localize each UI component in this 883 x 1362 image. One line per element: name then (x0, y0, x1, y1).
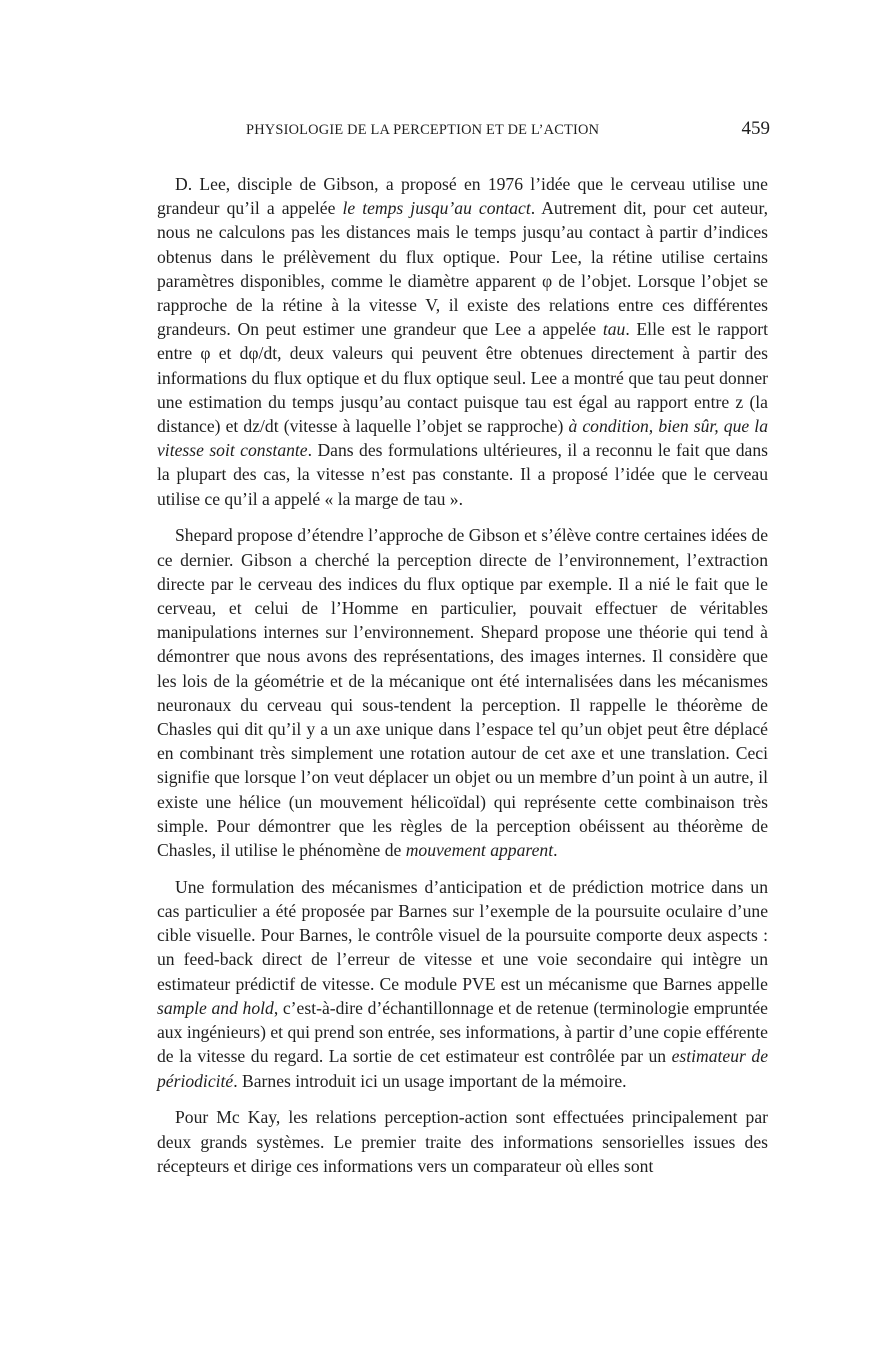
paragraph-lee (157, 172, 768, 511)
paragraph-shepard (157, 523, 768, 862)
text-segment: . (553, 840, 558, 861)
text-segment: Shepard propose d’étendre l’approche de Gibson et s’élève contre certaines idées de ce dernier. Gibson a cherché la perception directe de l’environnement, l’extraction directe par le cerveau des indices du flux optique par exemple. Il a nié le fait que le cerveau, et celui de l’Homme en particulier, pouvait effectuer de véritables manipulations internes sur l’environnement. Shepard propose une théorie qui tend à démontrer que nous avons des représentations, des images internes. Il considère que les lois de la géométrie et de la mécanique ont été internalisées dans les mécanismes neuronaux du cerveau qui sous-tendent la perception. Il rappelle le théorème de Chasles qui dit qu’il y a un axe unique dans l’espace tel qu’un objet peut être déplacé en combinant très simplement une rotation autour de cet axe et une translation. Ceci signifie que lorsque l’on veut déplacer un objet ou un membre d’un point à un autre, il existe une hélice (un mouvement hélicoïdal) qui représente cette combinaison très simple. Pour démontrer que les règles de la perception obéissent au théorème de Chasles, il utilise le phénomène de (157, 525, 768, 861)
body-text (157, 172, 768, 1178)
italic-phrase-vitesse-constante: à condition, bien sûr, que la vitesse soit constante (157, 416, 768, 461)
text-segment: D. Lee, disciple de Gibson, a proposé en 1976 l’idée que le cerveau utilise une grandeur qu’il a appelée (157, 174, 768, 219)
italic-term-estimateur-de-periodicite: estimateur de périodicité (157, 1046, 769, 1091)
italic-term-mouvement-apparent: mouvement apparent (405, 840, 554, 861)
text-segment: . Elle est le rapport entre φ et dφ/dt, deux valeurs qui peuvent être obtenues directement à partir des informations du flux optique et du flux optique seul. Lee a montré que tau peut donner une estimation du temps jusqu’au contact puisque tau est égal au rapport entre z (la distance) et dz/dt (vitesse à laquelle l’objet se rapproche) (157, 319, 768, 437)
text-segment: , c’est-à-dire d’échantillonnage et de retenue (terminologie empruntée aux ingénieurs) et qui prend son entrée, ses informations, à partir d’une copie efférente de la vitesse du regard. La sortie de cet estimateur est contrôlée par un (157, 997, 768, 1067)
text-segment: Pour Mc Kay, les relations perception-action sont effectuées principalement par deux grands systèmes. Le premier traite des informations sensorielles issues des récepteurs et dirige ces informations vers un comparateur où elles sont (157, 1107, 768, 1176)
italic-term-temps-jusqu-au-contact: le temps jusqu’au contact (342, 198, 531, 219)
text-segment: . Dans des formulations ultérieures, il a reconnu le fait que dans la plupart des cas, la vitesse n’est pas constante. Il a proposé l’idée que le cerveau utilise ce qu’il a appelé « la marge de tau ». (157, 440, 769, 509)
page-number: 459 (741, 118, 770, 139)
italic-term-tau: tau (602, 319, 626, 340)
text-segment: . Autrement dit, pour cet auteur, nous ne calculons pas les distances mais le temps jusqu’au contact à partir d’indices obtenus dans le prélèvement du flux optique. Pour Lee, la rétine utilise certains paramètres disponibles, comme le diamètre apparent φ de l’objet. Lorsque l’objet se rapproche de la rétine à la vitesse V, il existe des relations entre ces différentes grandeurs. On peut estimer une grandeur que Lee a appelée (157, 198, 768, 340)
running-title: PHYSIOLOGIE DE LA PERCEPTION ET DE L’ACTION (246, 122, 600, 138)
italic-term-sample-and-hold: sample and hold (157, 997, 274, 1018)
running-header (156, 118, 770, 144)
text-segment: . Barnes introduit ici un usage important de la mémoire. (233, 1070, 627, 1091)
paragraph-barnes (157, 875, 768, 1093)
paragraph-mc-kay (157, 1105, 768, 1178)
text-segment: Une formulation des mécanismes d’anticipation et de prédiction motrice dans un cas particulier a été proposée par Barnes sur l’exemple de la poursuite oculaire d’une cible visuelle. Pour Barnes, le contrôle visuel de la poursuite comporte deux aspects : un feed-back direct de l’erreur de vitesse et une voie secondaire qui intègre un estimateur prédictif de vitesse. Ce module PVE est un mécanisme que Barnes appelle (157, 876, 768, 994)
